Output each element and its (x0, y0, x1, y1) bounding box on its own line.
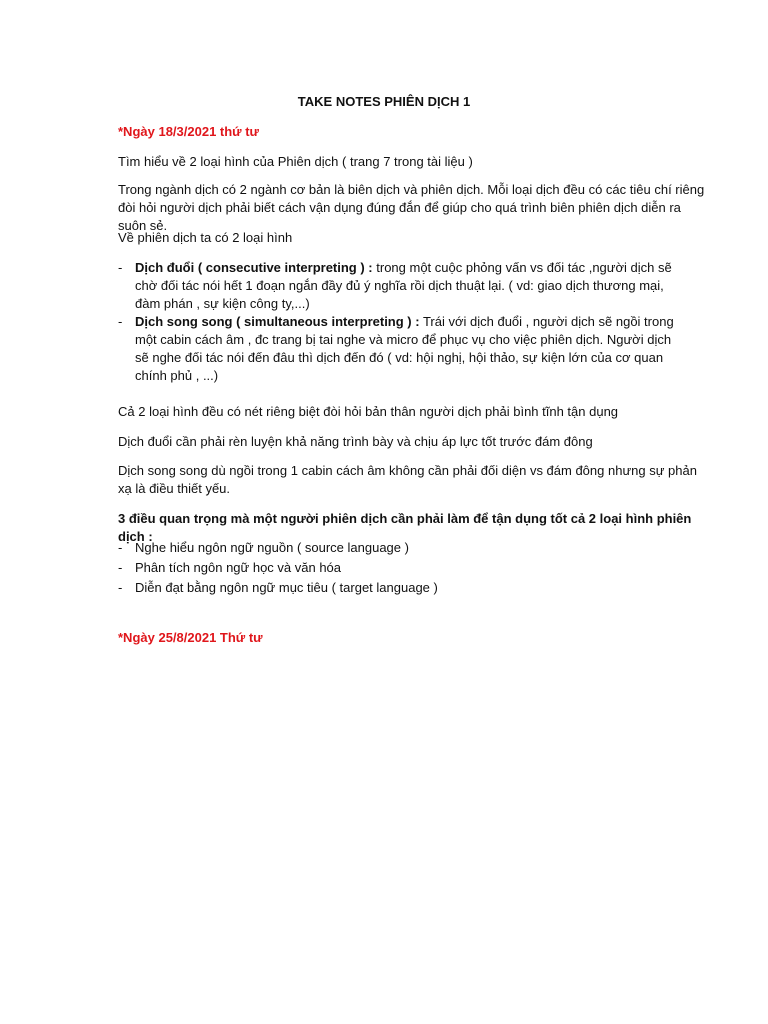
paragraph-consecutive: Dịch đuổi cần phải rèn luyện khả năng trình bày và chịu áp lực tốt trước đám đông (118, 434, 593, 449)
list-item: - Phân tích ngôn ngữ học và văn hóa (118, 559, 708, 577)
list-item (118, 313, 678, 385)
paragraph-simultaneous: Dịch song song dù ngồi trong 1 cabin cách âm không cần phải đối diện vs đám đông nhưng sự phản xạ là điều thiết yếu. (118, 463, 697, 496)
paragraph-both-types: Cả 2 loại hình đều có nét riêng biệt đòi hỏi bản thân người dịch phải bình tĩnh tận dụng (118, 404, 619, 419)
key-points-heading: 3 điều quan trọng mà một người phiên dịch cần phải làm để tận dụng tốt cả 2 loại hình phiên dịch : (118, 511, 692, 544)
intro-line: Tìm hiểu về 2 loại hình của Phiên dịch ( trang 7 trong tài liệu ) (118, 154, 473, 169)
paragraph-translation-overview: Trong ngành dịch có 2 ngành cơ bản là biên dịch và phiên dịch. Mỗi loại dịch đều có các tiêu chí riêng đòi hỏi người dịch phải biết cách vận dụng đúng đắn để giúp cho quá trình biên phiên dịch diễn ra suôn sẻ. (118, 182, 705, 233)
type-description: Trái với dịch đuổi , người dịch sẽ ngồi trong một cabin cách âm , đc trang bị tai nghe và micro để phục vụ cho việc phiên dịch. Người dịch sẽ nghe đối tác nói đến đâu thì dịch đến đó ( vd: hội nghị, hội thảo, sự kiện lớn của cơ quan chính phủ , ...) (135, 314, 674, 383)
date-heading-2: *Ngày 25/8/2021 Thứ tư (118, 630, 263, 645)
list-item (118, 259, 678, 313)
type-term: Dịch đuổi ( consecutive interpreting ) : (135, 260, 373, 275)
key-points-list (118, 539, 708, 597)
date-heading-1: *Ngày 18/3/2021 thứ tư (118, 124, 259, 139)
list-item: - Nghe hiểu ngôn ngữ nguồn ( source language ) (118, 539, 708, 557)
list-item: - Diễn đạt bằng ngôn ngữ mục tiêu ( target language ) (118, 579, 708, 597)
types-heading: Về phiên dịch ta có 2 loại hình (118, 230, 293, 245)
interpreting-types-list (118, 259, 678, 385)
type-description: trong một cuộc phỏng vấn vs đối tác ,người dịch sẽ chờ đối tác nói hết 1 đoạn ngắn đầy đủ ý nghĩa rồi dịch thuật lại. ( vd: giao dịch thương mại, đàm phán , sự kiện công ty,...) (135, 260, 672, 311)
document-title: TAKE NOTES PHIÊN DỊCH 1 (297, 94, 471, 109)
type-term: Dịch song song ( simultaneous interpreting ) : (135, 314, 420, 329)
